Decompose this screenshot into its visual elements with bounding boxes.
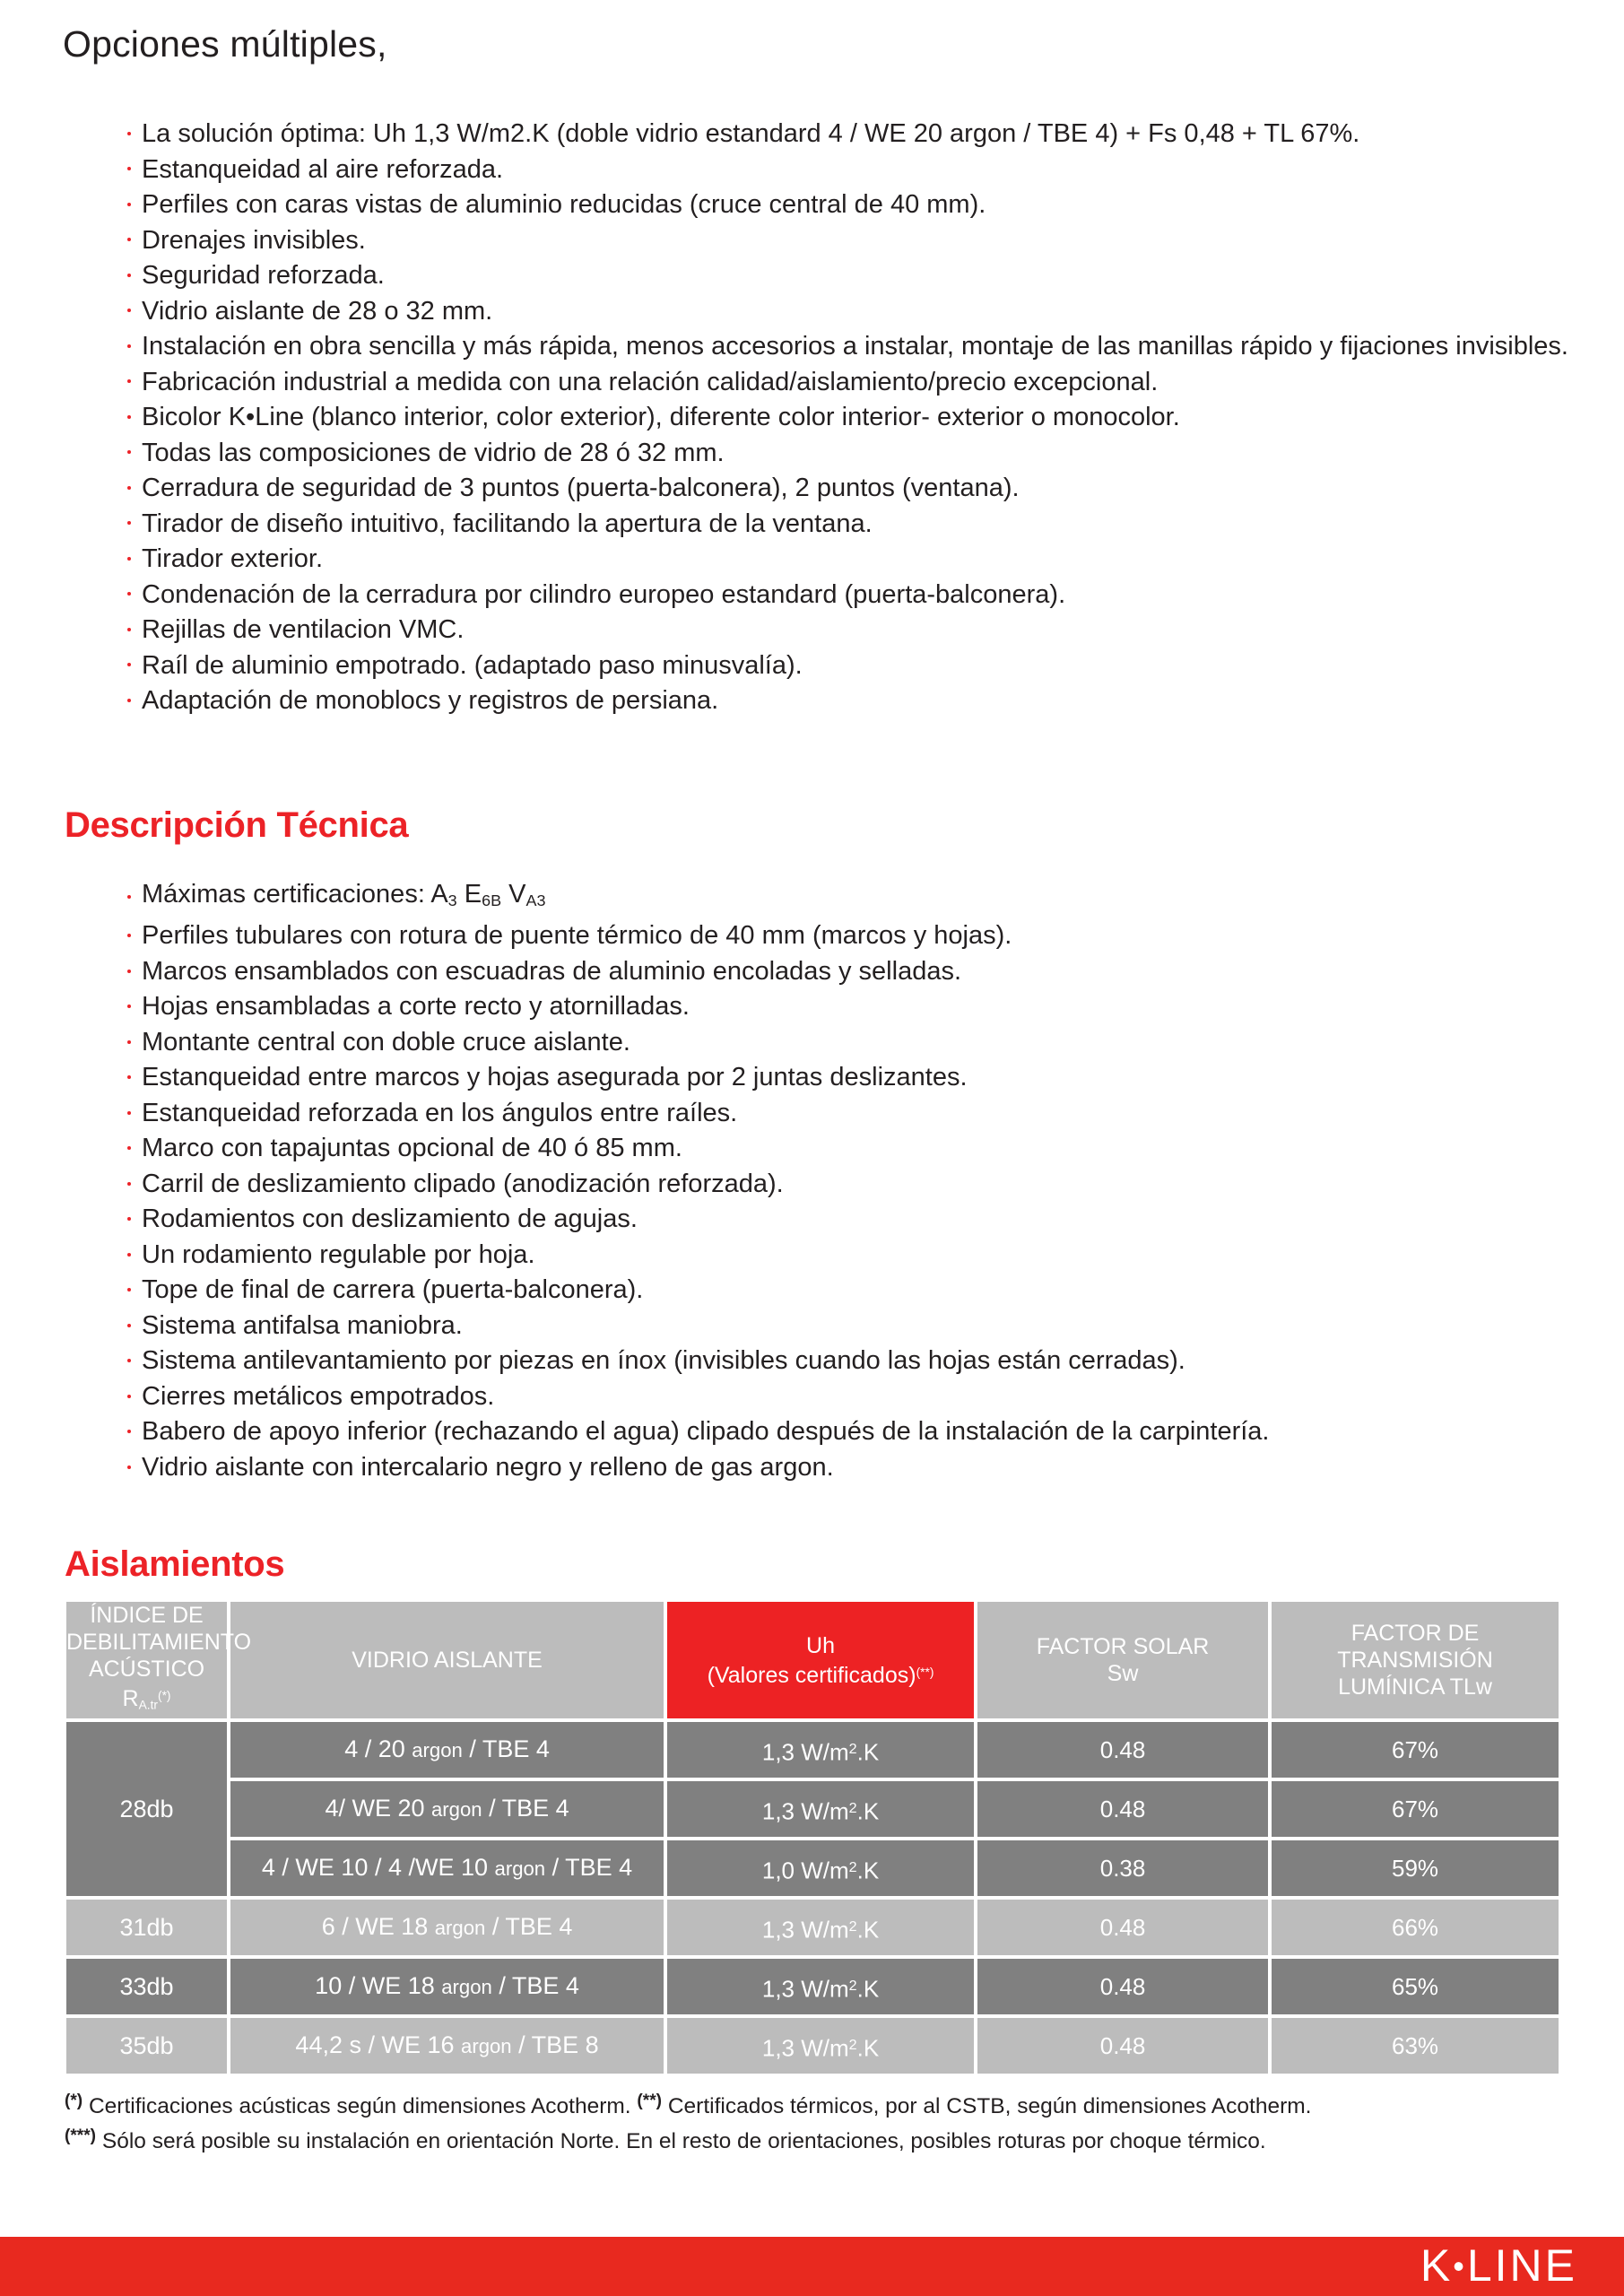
bullet-dot-icon <box>127 1253 131 1257</box>
uh-footnote-marker: (**) <box>916 1665 934 1679</box>
col-header-acoustic-index <box>66 1602 252 1718</box>
list-item-text: La solución óptima: Uh 1,3 W/m2.K (doble vidrio estandard 4 / WE 20 argon / TBE 4) + Fs 0,48 + TL 67%. <box>142 119 1360 148</box>
list-item <box>126 989 1269 1025</box>
list-item-text: Fabricación industrial a medida con una relación calidad/aislamiento/precio excepcional. <box>142 367 1159 396</box>
footnote-text-1b: Certificados térmicos, por al CSTB, según dimensiones Acotherm. <box>662 2094 1312 2119</box>
cell-solar-factor: 0.48 <box>977 1781 1268 1837</box>
acoustic-line2: DEBILITAMIENTO <box>66 1630 252 1655</box>
cell-glass-composition: 4 / WE 10 / 4 /WE 10 argon / TBE 4 <box>230 1840 664 1896</box>
cell-acoustic-index: 28db <box>66 1722 227 1896</box>
cell-glass-composition: 4/ WE 20 argon / TBE 4 <box>230 1781 664 1837</box>
list-item-text: Vidrio aislante con intercalario negro y relleno de gas argon. <box>142 1452 834 1482</box>
bullet-dot-icon <box>127 1004 131 1008</box>
technical-section-title: Descripción Técnica <box>65 805 409 845</box>
footnote-marker-triple: (***) <box>65 2126 97 2146</box>
list-item <box>126 1379 1269 1415</box>
bullet-dot-icon <box>127 1111 131 1115</box>
bullet-dot-icon <box>127 1465 131 1469</box>
bullet-dot-icon <box>127 1288 131 1292</box>
insulation-table <box>63 1598 1562 2077</box>
list-item <box>126 187 1568 223</box>
bullet-dot-icon <box>127 1040 131 1044</box>
cell-uh-value: 1,3 $W/m^2.K$ <box>667 1959 974 2014</box>
bullet-dot-icon <box>127 379 131 383</box>
list-item-text: Todas las composiciones de vidrio de 28 ó 32 mm. <box>142 438 725 467</box>
list-item <box>126 683 1568 719</box>
list-item-text: Hojas ensambladas a corte recto y atornilladas. <box>142 992 690 1022</box>
cell-solar-factor: 0.48 <box>977 1900 1268 1955</box>
cell-solar-factor: 0.48 <box>977 1959 1268 2014</box>
footnote-text-1a: Certificaciones acústicas según dimensiones Acotherm. <box>83 2094 638 2119</box>
list-item <box>126 1025 1269 1061</box>
cell-luminous-transmission: 65% <box>1272 1959 1559 2014</box>
options-section-title: Opciones múltiples, <box>63 23 387 65</box>
cell-uh-value: 1,0 $W/m^2.K$ <box>667 1840 974 1896</box>
list-item-text: Tope de final de carrera (puerta-balconera). <box>142 1275 644 1305</box>
bullet-dot-icon <box>127 274 131 277</box>
list-item-text: Tirador exterior. <box>142 544 323 573</box>
col-header-uh <box>667 1602 974 1718</box>
list-item-text: Estanqueidad reforzada en los ángulos entre raíles. <box>142 1098 738 1127</box>
bullet-dot-icon <box>127 1075 131 1079</box>
bullet-dot-icon <box>127 521 131 525</box>
list-item-text: Montante central con doble cruce aislante. <box>142 1027 630 1057</box>
list-item <box>126 918 1269 954</box>
cell-acoustic-index: 31db <box>66 1900 227 1955</box>
solar-line1: FACTOR SOLAR <box>1036 1634 1210 1660</box>
table-row <box>66 1781 1559 1837</box>
list-item <box>126 648 1568 684</box>
table-row <box>66 1722 1559 1778</box>
bullet-dot-icon <box>127 1395 131 1398</box>
bullet-dot-icon <box>127 415 131 419</box>
acoustic-subscript: A.tr <box>138 1698 158 1712</box>
list-item <box>126 1344 1269 1379</box>
list-item <box>126 542 1568 578</box>
options-bullet-list <box>126 117 1568 719</box>
footnote-text-2: Sólo será posible su instalación en orientación Norte. En el resto de orientaciones, posibles roturas por choque térmico. <box>96 2129 1266 2154</box>
list-item <box>126 578 1568 613</box>
footnote-line-2 <box>65 2121 1311 2156</box>
brand-dot-icon: • <box>1453 2248 1467 2285</box>
lum-line1: FACTOR DE <box>1350 1621 1480 1647</box>
list-item <box>126 1060 1269 1096</box>
footnote-marker-single: (*) <box>65 2092 83 2110</box>
bullet-dot-icon <box>127 1430 131 1433</box>
list-item <box>126 258 1568 294</box>
list-item-text: Perfiles con caras vistas de aluminio reducidas (cruce central de 40 mm). <box>142 190 986 219</box>
footer-bar <box>0 2237 1624 2296</box>
list-item <box>126 365 1568 401</box>
bullet-dot-icon <box>127 309 131 312</box>
list-item-text: Raíl de aluminio empotrado. (adaptado paso minusvalía). <box>142 650 803 680</box>
table-row <box>66 2018 1559 2074</box>
list-item-text: Rejillas de ventilacion VMC. <box>142 615 465 644</box>
bullet-dot-icon <box>127 895 131 899</box>
list-item-text: Marco con tapajuntas opcional de 40 ó 85 mm. <box>142 1134 682 1163</box>
bullet-dot-icon <box>127 557 131 561</box>
list-item-text: Adaptación de monoblocs y registros de persiana. <box>142 686 719 715</box>
bullet-dot-icon <box>127 1324 131 1327</box>
bullet-dot-icon <box>127 1359 131 1362</box>
cell-glass-composition: 4 / 20 argon / TBE 4 <box>230 1722 664 1778</box>
list-item <box>126 1238 1269 1274</box>
list-item-text: Sistema antifalsa maniobra. <box>142 1310 463 1340</box>
list-item <box>126 1096 1269 1132</box>
lum-line2: TRANSMISIÓN <box>1337 1648 1493 1674</box>
bullet-dot-icon <box>127 450 131 454</box>
list-item-text: Babero de apoyo inferior (rechazando el agua) clipado después de la instalación de la carpintería. <box>142 1417 1270 1447</box>
list-item <box>126 471 1568 507</box>
list-item <box>126 613 1568 648</box>
cell-solar-factor: 0.48 <box>977 1722 1268 1778</box>
cell-uh-value: 1,3 $W/m^2.K$ <box>667 1722 974 1778</box>
list-item-text: Cerradura de seguridad de 3 puntos (puerta-balconera), 2 puntos (ventana). <box>142 474 1020 502</box>
cell-luminous-transmission: 63% <box>1272 2018 1559 2074</box>
bullet-dot-icon <box>127 699 131 702</box>
table-header-row <box>66 1602 1559 1718</box>
list-item <box>126 436 1568 472</box>
col-header-solar-factor <box>977 1602 1268 1718</box>
list-item-text: Seguridad reforzada. <box>142 261 385 290</box>
brand-letter-k: K <box>1420 2239 1454 2291</box>
bullet-dot-icon <box>127 238 131 241</box>
uh-line2: (Valores certificados) <box>707 1662 916 1688</box>
list-item-text: Sistema antilevantamiento por piezas en ínox (invisibles cuando las hojas están cerradas). <box>142 1346 1185 1376</box>
list-item <box>126 877 1269 918</box>
list-item-text: Marcos ensamblados con escuadras de aluminio encoladas y selladas. <box>142 956 962 986</box>
cell-acoustic-index: 33db <box>66 1959 227 2014</box>
cell-luminous-transmission: 59% <box>1272 1840 1559 1896</box>
acoustic-line1: ÍNDICE DE <box>90 1603 204 1628</box>
list-item <box>126 954 1269 990</box>
list-item-text: Carril de deslizamiento clipado (anodización reforzada). <box>142 1169 784 1198</box>
table-row <box>66 1959 1559 2014</box>
bullet-dot-icon <box>127 167 131 170</box>
list-item-text: Perfiles tubulares con rotura de puente térmico de 40 mm (marcos y hojas). <box>142 921 1012 951</box>
col-header-luminous-transmission <box>1272 1602 1559 1718</box>
list-item-text: Condenación de la cerradura por cilindro europeo estandard (puerta-balconera). <box>142 579 1066 609</box>
table-row <box>66 1840 1559 1896</box>
bullet-dot-icon <box>127 663 131 666</box>
bullet-dot-icon <box>127 934 131 937</box>
list-item <box>126 1273 1269 1309</box>
footnote-line-1 <box>65 2086 1311 2121</box>
list-item <box>126 152 1568 188</box>
list-item <box>126 117 1568 152</box>
list-item <box>126 223 1568 259</box>
list-item <box>126 1167 1269 1203</box>
list-item-text: Instalación en obra sencilla y más rápida, menos accesorios a instalar, montaje de las manillas rápido y fijaciones invisibles. <box>142 332 1568 361</box>
bullet-dot-icon <box>127 486 131 490</box>
cell-uh-value: 1,3 $W/m^2.K$ <box>667 1900 974 1955</box>
cell-glass-composition: 10 / WE 18 argon / TBE 4 <box>230 1959 664 2014</box>
technical-bullet-list <box>126 877 1269 1485</box>
list-item <box>126 400 1568 436</box>
cell-solar-factor: 0.48 <box>977 2018 1268 2074</box>
list-item <box>126 1202 1269 1238</box>
bullet-dot-icon <box>127 970 131 973</box>
cell-glass-composition: 6 / WE 18 argon / TBE 4 <box>230 1900 664 1955</box>
bullet-dot-icon <box>127 132 131 135</box>
bullet-dot-icon <box>127 1217 131 1221</box>
col-header-glass: VIDRIO AISLANTE <box>230 1602 664 1718</box>
acoustic-footnote-marker: (*) <box>158 1689 171 1702</box>
solar-line2: Sw <box>1107 1661 1139 1687</box>
list-item <box>126 294 1568 330</box>
acoustic-line3: ACÚSTICO R <box>88 1657 205 1711</box>
list-item-text: Rodamientos con deslizamiento de agujas. <box>142 1205 638 1234</box>
cell-uh-value: 1,3 $W/m^2.K$ <box>667 2018 974 2074</box>
list-item-text: Máximas certificaciones: $A_3$ $E_{6B}$ $V_{A3}$ <box>142 880 546 909</box>
list-item <box>126 507 1568 543</box>
uh-line1: Uh <box>806 1632 836 1658</box>
cell-glass-composition: 44,2 s / WE 16 argon / TBE 8 <box>230 2018 664 2074</box>
cell-luminous-transmission: 67% <box>1272 1722 1559 1778</box>
list-item-text: Bicolor K•Line (blanco interior, color exterior), diferente color interior- exterior o monocolor. <box>142 403 1180 431</box>
list-item-text: Cierres metálicos empotrados. <box>142 1381 495 1411</box>
list-item <box>126 1414 1269 1450</box>
bullet-dot-icon <box>127 592 131 596</box>
cell-acoustic-index: 35db <box>66 2018 227 2074</box>
lum-line3: LUMÍNICA TLw <box>1338 1674 1492 1700</box>
list-item-text: Drenajes invisibles. <box>142 225 366 255</box>
list-item-text: Tirador de diseño intuitivo, facilitando la apertura de la ventana. <box>142 509 873 538</box>
cell-luminous-transmission: 66% <box>1272 1900 1559 1955</box>
list-item-text: Vidrio aislante de 28 o 32 mm. <box>142 296 493 326</box>
list-item <box>126 1309 1269 1344</box>
bullet-dot-icon <box>127 1182 131 1186</box>
kline-logo <box>1420 2239 1577 2292</box>
cell-luminous-transmission: 67% <box>1272 1781 1559 1837</box>
table-footnotes <box>65 2086 1311 2156</box>
list-item-text: Estanqueidad al aire reforzada. <box>142 154 504 184</box>
insulation-section-title: Aislamientos <box>65 1544 285 1584</box>
list-item <box>126 1450 1269 1486</box>
bullet-dot-icon <box>127 1146 131 1150</box>
table-row <box>66 1900 1559 1955</box>
list-item <box>126 1131 1269 1167</box>
cell-uh-value: 1,3 $W/m^2.K$ <box>667 1781 974 1837</box>
list-item-text: Estanqueidad entre marcos y hojas asegurada por 2 juntas deslizantes. <box>142 1063 968 1092</box>
bullet-dot-icon <box>127 628 131 631</box>
bullet-dot-icon <box>127 344 131 348</box>
list-item-text: Un rodamiento regulable por hoja. <box>142 1239 535 1269</box>
brand-word-line: LINE <box>1466 2239 1577 2291</box>
bullet-dot-icon <box>127 203 131 206</box>
footnote-marker-double: (**) <box>637 2092 663 2110</box>
cell-solar-factor: 0.38 <box>977 1840 1268 1896</box>
list-item <box>126 329 1568 365</box>
